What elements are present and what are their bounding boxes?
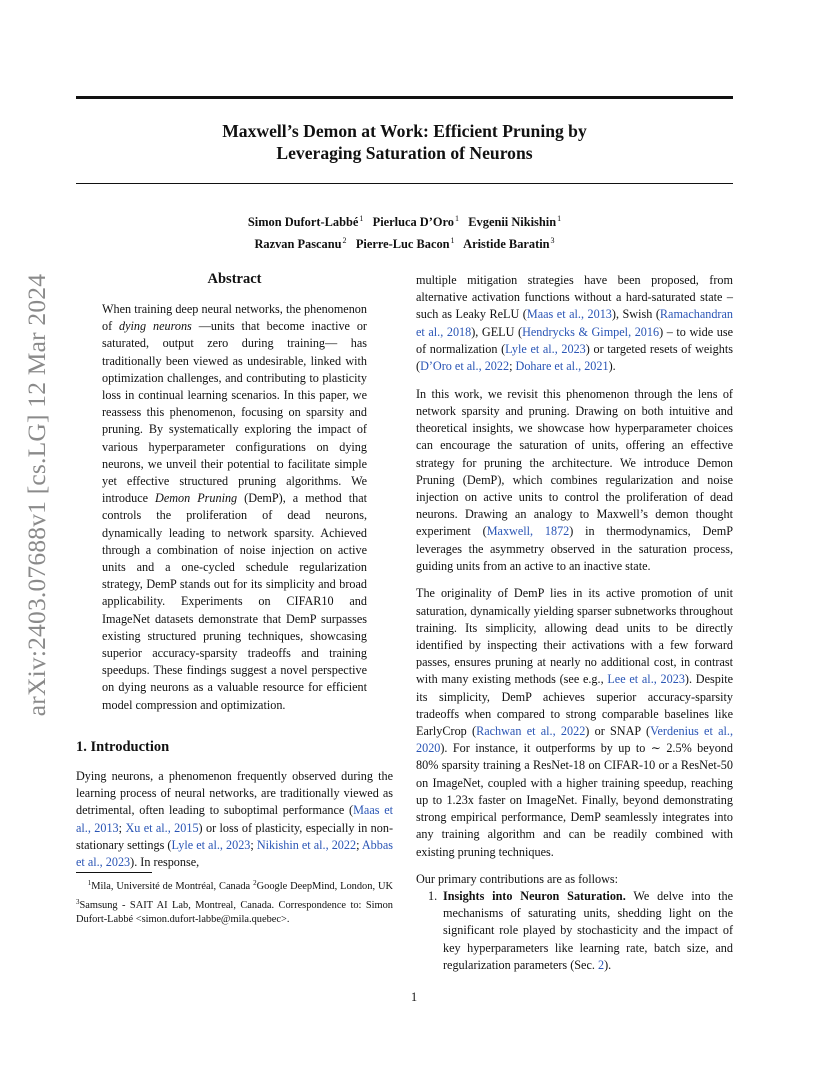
author-name: Razvan Pascanu	[254, 236, 342, 251]
citation-link[interactable]: D’Oro et al., 2022	[420, 359, 510, 374]
citation-link[interactable]: Verdenius et al., 2020	[416, 724, 734, 756]
right-column	[416, 272, 733, 899]
citation-link[interactable]: Maas et al., 2013	[76, 803, 393, 835]
author-name: Simon Dufort-Labbé	[247, 215, 359, 229]
citation-link[interactable]: Maxwell, 1872	[486, 524, 570, 539]
section-heading-introduction: 1. Introduction	[76, 739, 170, 755]
title-top-rule	[76, 96, 733, 99]
citation-link[interactable]: Lyle et al., 2023	[171, 837, 251, 852]
contribution-list	[416, 888, 733, 974]
citation-link[interactable]: Abbas et al., 2023	[76, 837, 394, 870]
paper-title: Maxwell’s Demon at Work: Efficient Pruning by Leveraging Saturation of Neurons	[222, 121, 587, 163]
author-name: Aristide Baratin	[463, 236, 550, 251]
paragraph: Our primary contributions are as follows:	[416, 872, 619, 887]
abstract-text: When training deep neural networks, the phenomenon of dying neurons —units that become inactive or saturated, output zero during training— has traditionally been viewed as undesirable, linked with optimization challenges, and contributing to plasticity loss in continual learning scenarios. In this paper, we reassess this phenomenon, focusing on sparsity and pruning. By systematically exploring the impact of various hyperparameter configurations on dying neurons, we unveil their potential to facilitate simple yet effective structured pruning algorithms. We introduce Demon Pruning (DemP), a method that controls the proliferation of dead neurons, dynamically leading to network sparsity. Achieved through a combination of noise injection on active units and a one-cycled schedule regularization strategy, DemP stands out for its simplicity and broad applicability. Experiments on CIFAR10 and ImageNet datasets demonstrate that DemP surpasses existing structured pruning techniques, showcasing superior accuracy-sparsity tradeoffs and training speedups. These findings suggest a novel perspective on dying neurons as a valuable resource for efficient model compression and optimization.	[102, 302, 367, 712]
author-row-2: Razvan Pascanu$^2$ Pierre-Luc Bacon$^1$ Aristide Baratin$^3$	[254, 235, 555, 251]
footnote-rule	[76, 872, 152, 873]
paragraph: In this work, we revisit this phenomenon through the lens of network sparsity and pruning. Drawing on both intuitive and theoretical insights, we showcase how hyperparameter choices can encourage the saturation of units, offering an effective strategy for pruning the architecture. We introduce Demon Pruning (DemP), which combines regularization and noise injection on active units to control the proliferation of dead neurons. Drawing an analogy to Maxwell’s demon thought experiment (Maxwell, 1872) in thermodynamics, DemP leverages the asymmetry observed in the saturation process, guiding units from an active to an inactive state.	[416, 386, 733, 573]
abstract-heading: Abstract	[207, 271, 262, 287]
author-list	[76, 210, 733, 253]
author-row-1: Simon Dufort-Labbé$^1$ Pierluca D’Oro$^1$ Evgenii Nikishin$^1$	[247, 214, 562, 229]
citation-link[interactable]: Ramachandran et al., 2018	[416, 307, 733, 339]
page-number: 1	[410, 990, 418, 1004]
citation-link[interactable]: Hendrycks & Gimpel, 2016	[522, 324, 660, 339]
citation-link[interactable]: Lyle et al., 2023	[505, 341, 586, 356]
list-number: 1.	[428, 889, 438, 903]
author-name: Evgenii Nikishin	[468, 215, 557, 229]
author-name: Pierluca D’Oro	[372, 215, 454, 229]
paragraph: multiple mitigation strategies have been proposed, from alternative activation functions without a hard-saturated state – such as Leaky ReLU (Maas et al., 2013), Swish (Ramachandran et al., 2018), GELU (Hendrycks & Gimpel, 2016) – to wide use of normalization (Lyle et al., 2023) or targeted resets of weights (D’Oro et al., 2022; Dohare et al., 2021).	[416, 273, 733, 374]
citation-link[interactable]: Xu et al., 2015	[125, 820, 199, 835]
section-ref-link[interactable]: 2	[597, 957, 605, 972]
citation-link[interactable]: Lee et al., 2023	[607, 672, 685, 687]
citation-link[interactable]: Rachwan et al., 2022	[476, 724, 586, 739]
paragraph: The originality of DemP lies in its active promotion of unit saturation, dynamically yielding sparser subnetworks throughout training. Its simplicity, allowing dead units to be directly identified by inspecting their activations with a few forward passes, ensures pruning at nearly no additional cost, in contrast with many existing methods (see e.g., Lee et al., 2023). Despite its simplicity, DemP achieves superior accuracy-sparsity tradeoffs when compared to strong comparable baselines like EarlyCrop (Rachwan et al., 2022) or SNAP (Verdenius et al., 2020). For instance, it outperforms by up to ∼ 2.5% beyond 80% sparsity training a ResNet-18 on CIFAR-10 or a ResNet-50 on ImageNet, coupled with a higher training speedup, reaching up to 1.23x faster on ImageNet. Finally, beyond demonstrating strong empirical performance, DemP seamlessly integrates into any training algorithm and can be readily combined with existing pruning techniques.	[416, 586, 734, 859]
title-bottom-rule	[76, 183, 733, 184]
affiliations-footnote: $^1$Mila, Université de Montréal, Canada $^2$Google DeepMind, London, UK $^3$Samsung - SAIT AI Lab, Montreal, Canada. Correspondence to: Simon Dufort-Labbé <simon.dufort-labbe@mila.quebec>.	[76, 879, 393, 925]
list-item	[416, 888, 733, 974]
author-name: Pierre-Luc Bacon	[355, 236, 450, 251]
intro-paragraph: Dying neurons, a phenomenon frequently observed during the learning process of neural networks, are traditionally viewed as detrimental, often leading to suboptimal performance (Maas et al., 2013; Xu et al., 2015) or loss of plasticity, especially in non-stationary settings (Lyle et al., 2023; Nikishin et al., 2022; Abbas et al., 2023). In response,	[76, 769, 394, 870]
citation-link[interactable]: Dohare et al., 2021	[515, 359, 609, 374]
citation-link[interactable]: Nikishin et al., 2022	[256, 837, 357, 852]
list-item-body: Insights into Neuron Saturation. We delve into the mechanisms of saturating units, shedding light on the significant role played by stochasticity and the impact of key hyperparameters like learning rate, batch size, and regularization parameters (Sec. 2).	[443, 889, 734, 972]
citation-link[interactable]: Maas et al., 2013	[526, 307, 612, 322]
arxiv-side-stamp: arXiv:2403.07688v1 [cs.LG] 12 Mar 2024	[22, 273, 51, 717]
